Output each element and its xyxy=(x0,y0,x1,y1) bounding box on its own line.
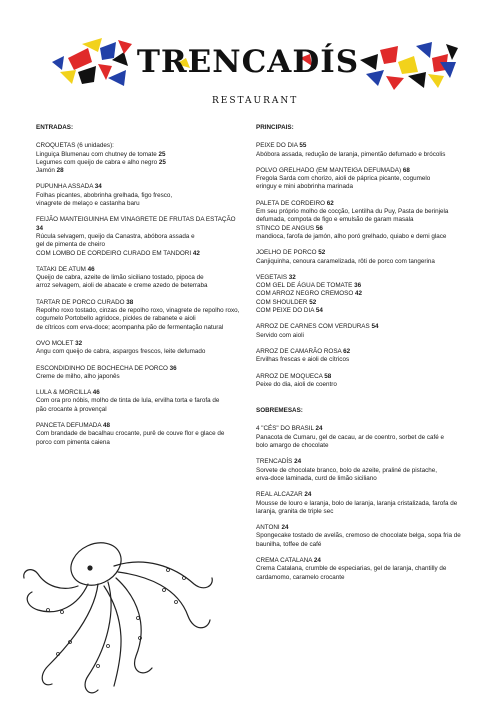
restaurant-logo: TRENCADÍS xyxy=(136,44,360,80)
section-title: SOBREMESAS: xyxy=(256,407,303,415)
menu-line-text: erva-doce laminada, curd de limão siciliano xyxy=(256,474,377,482)
menu-price: 24 xyxy=(281,524,289,532)
menu-line-text: mandioca, farofa de jamón, alho poró grelhado, quiabo e demi glace xyxy=(256,232,447,240)
menu-line xyxy=(36,250,241,258)
menu-line xyxy=(36,406,241,414)
menu-item xyxy=(256,425,468,450)
menu-line xyxy=(256,167,468,175)
menu-item xyxy=(256,491,468,516)
menu-line xyxy=(256,323,468,331)
menu-line xyxy=(256,332,468,340)
menu-line-text: JOELHO DE PORCO xyxy=(256,249,317,257)
menu-line xyxy=(256,434,468,442)
menu-item xyxy=(256,323,468,340)
menu-line xyxy=(256,348,468,356)
principais-column xyxy=(256,124,468,590)
menu-line-text: LULA & MORCILLA xyxy=(36,389,91,397)
menu-item xyxy=(36,142,241,175)
menu-line-text: PANCETA DEFUMADA xyxy=(36,422,102,430)
menu-price: 24 xyxy=(313,556,321,564)
menu-line xyxy=(256,381,468,389)
menu-line xyxy=(256,249,468,257)
menu-line-text: Ervilhas frescas e aioli de cítricos xyxy=(256,356,350,364)
menu-price: 38 xyxy=(126,298,134,306)
menu-line xyxy=(256,183,468,191)
menu-item xyxy=(36,183,241,208)
menu-line xyxy=(256,151,468,159)
menu-line-text: eringuy e mini abobrinha marinada xyxy=(256,183,353,191)
entradas-column xyxy=(36,124,241,455)
menu-line xyxy=(36,241,241,249)
menu-line xyxy=(256,258,468,266)
menu-line xyxy=(256,500,468,508)
menu-price: 25 xyxy=(158,158,166,166)
menu-line-text: defumada, compota de figo e emulsão de garam masala xyxy=(256,216,414,224)
section-title: ENTRADAS: xyxy=(36,124,74,131)
menu-line-text: Crema Catalana, crumble de especiarias, gel de laranja, chantilly de xyxy=(256,565,447,573)
menu-price: 68 xyxy=(402,166,410,174)
restaurant-subtitle: RESTAURANT xyxy=(212,96,299,106)
menu-line xyxy=(256,574,468,582)
menu-line-text: Linguiça Blumenau com chutney de tomate xyxy=(36,150,157,158)
menu-line xyxy=(256,442,468,450)
menu-price: 62 xyxy=(326,199,334,207)
menu-line xyxy=(256,142,468,150)
menu-line-text: Panacota de Cumaru, gel de cacau, ar de coentro, sorbet de café e xyxy=(256,433,444,441)
menu-line-text: 4 "CÉS" DO BRASIL xyxy=(256,425,314,433)
menu-line-text: ARROZ DE CAMARÃO ROSA xyxy=(256,347,342,355)
menu-line xyxy=(256,282,468,290)
menu-price: 36 xyxy=(169,364,177,372)
menu-line xyxy=(36,233,241,241)
menu-price: 24 xyxy=(294,458,302,466)
menu-line xyxy=(256,425,468,433)
menu-line-text: gel de pimenta de cheiro xyxy=(36,241,105,249)
menu-line-text: CROQUETAS (6 unidades): xyxy=(36,142,114,150)
menu-line xyxy=(36,151,241,159)
menu-line xyxy=(36,183,241,191)
menu-line xyxy=(36,200,241,208)
menu-price: 34 xyxy=(36,224,44,232)
menu-line-text: Com ora pro nóbis, molho de tinta de lula, ervilha torta e farofa de xyxy=(36,397,220,405)
menu-line-text: COM ARROZ NEGRO CREMOSO xyxy=(256,290,354,298)
menu-price: 24 xyxy=(315,425,323,433)
menu-price: 48 xyxy=(102,422,110,430)
menu-line-text: Com brandade de bacalhau crocante, purê de couve flor e glace de xyxy=(36,430,225,438)
menu-item xyxy=(256,524,468,549)
menu-price: 42 xyxy=(355,290,363,298)
menu-line xyxy=(36,389,241,397)
menu-line-text: ESCONDIDINHO DE BOCHECHA DE PORCO xyxy=(36,364,168,372)
menu-item xyxy=(256,167,468,192)
menu-line xyxy=(256,373,468,381)
menu-line-text: Fregola Sarda com chorizo, aioli de páprica picante, cogumelo xyxy=(256,175,431,183)
menu-item xyxy=(36,389,241,414)
menu-price: 46 xyxy=(87,265,95,273)
menu-item xyxy=(256,458,468,483)
menu-line-text: COM SHOULDER xyxy=(256,298,308,306)
menu-line-text: Spongecake tostado de avelãs, cremoso de chocolate belga, sopa fria de xyxy=(256,532,461,540)
menu-line xyxy=(256,233,468,241)
header xyxy=(0,0,496,115)
menu-line xyxy=(256,565,468,573)
menu-line-text: Mousse de louro e laranja, bolo de laranja, laranja cristalizada, farofa de xyxy=(256,499,458,507)
menu-line-text: COM LOMBO DE CORDEIRO CURADO EM TANDORI xyxy=(36,249,192,257)
menu-price: 62 xyxy=(343,347,351,355)
menu-price: 28 xyxy=(56,167,64,175)
menu-price: 46 xyxy=(92,389,100,397)
menu-line-text: Queijo de cabra, azeite de limão siciliano tostado, pipoca de xyxy=(36,274,204,282)
menu-line-text: arroz selvagem, aioli de abacate e creme azedo de beterraba xyxy=(36,282,208,290)
menu-line xyxy=(256,299,468,307)
menu-line xyxy=(256,475,468,483)
menu-item xyxy=(36,422,241,447)
menu-line xyxy=(36,422,241,430)
menu-line-text: Abóbora assada, redução de laranja, pimentão defumado e brócolis xyxy=(256,150,446,158)
menu-line-text: Canjiquinha, cenoura caramelizada, rôti de porco com tangerina xyxy=(256,257,435,265)
menu-line-text: Sorvete de chocolate branco, bolo de azeite, praliné de pistache, xyxy=(256,466,437,474)
menu-line-text: cogumelo Portobello agridoce, pickles de rabanete e aioli xyxy=(36,315,196,323)
menu-line-text: STINCO DE ANGUS xyxy=(256,224,315,232)
menu-line-text: ARROZ DE MOQUECA xyxy=(256,372,323,380)
menu-line xyxy=(256,467,468,475)
menu-item xyxy=(256,142,468,159)
menu-line-text: Rúcula selvagem, queijo da Canastra, abóbora assada e xyxy=(36,232,195,240)
menu-price: 42 xyxy=(192,249,200,257)
menu-line xyxy=(256,225,468,233)
menu-line-text: baunilha, toffee de café xyxy=(256,540,322,548)
menu-line xyxy=(256,307,468,315)
menu-line xyxy=(256,274,468,282)
menu-line xyxy=(256,200,468,208)
menu-line xyxy=(256,175,468,183)
octopus-icon xyxy=(18,526,218,706)
menu-line-text: Creme de milho, alho japonês xyxy=(36,372,120,380)
menu-line-text: TRENCADÍS xyxy=(256,458,293,466)
menu-price: 52 xyxy=(318,249,326,257)
menu-line-text: Angu com queijo de cabra, aspargos frescos, leite defumado xyxy=(36,348,206,356)
menu-line-text: ANTONI xyxy=(256,524,280,532)
menu-item xyxy=(36,340,241,357)
menu-line xyxy=(256,290,468,298)
menu-item xyxy=(256,274,468,315)
sobremesas-list xyxy=(256,425,468,581)
menu-line-text: porco com pimenta caiena xyxy=(36,438,110,446)
menu-line-text: CREMA CATALANA xyxy=(256,556,313,564)
menu-line-text: ARROZ DE CARNES COM VERDURAS xyxy=(256,323,370,331)
menu-line-text: laranja, granita de triple sec xyxy=(256,507,334,515)
menu-line xyxy=(36,439,241,447)
menu-line-text: POLVO GRELHADO (EM MANTEIGA DEFUMADA) xyxy=(256,166,402,174)
menu-item xyxy=(36,299,241,332)
menu-price: 55 xyxy=(299,142,307,150)
menu-line xyxy=(36,274,241,282)
menu-item xyxy=(256,249,468,266)
menu-line xyxy=(256,524,468,532)
menu-line-text: vinagrete de melaço e castanha baru xyxy=(36,200,140,208)
menu-line xyxy=(36,216,241,233)
menu-line-text: COM GEL DE ÁGUA DE TOMATE xyxy=(256,282,353,290)
menu-line xyxy=(36,348,241,356)
menu-line-text: TARTAR DE PORCO CURADO xyxy=(36,298,125,306)
menu-line xyxy=(256,491,468,499)
menu-price: 32 xyxy=(75,339,83,347)
menu-line xyxy=(36,307,241,315)
menu-line xyxy=(36,430,241,438)
menu-line-text: VEGETAIS xyxy=(256,273,288,281)
menu-line-text: Jamón xyxy=(36,167,55,175)
menu-line-text: OVO MOLET xyxy=(36,339,74,347)
menu-item xyxy=(256,557,468,582)
menu-line xyxy=(36,397,241,405)
menu-line xyxy=(36,324,241,332)
menu-line xyxy=(256,541,468,549)
menu-line xyxy=(256,208,468,216)
section-title: PRINCIPAIS: xyxy=(256,124,294,131)
menu-line xyxy=(36,365,241,373)
menu-line-text: TATAKI DE ATUM xyxy=(36,265,86,273)
menu-line xyxy=(256,508,468,516)
menu-line xyxy=(36,373,241,381)
entradas-list xyxy=(36,142,241,447)
menu-line xyxy=(36,299,241,307)
menu-price: 24 xyxy=(304,491,312,499)
menu-item xyxy=(256,348,468,365)
menu-line xyxy=(256,532,468,540)
menu-line-text: Servido com aioli xyxy=(256,331,304,339)
menu-price: 54 xyxy=(371,323,379,331)
menu-line xyxy=(36,282,241,290)
menu-item xyxy=(256,373,468,390)
menu-item xyxy=(36,365,241,382)
menu-line-text: Legumes com queijo de cabra e alho negro xyxy=(36,158,158,166)
menu-line xyxy=(36,142,241,150)
menu-line xyxy=(256,557,468,565)
menu-line-text: Peixe do dia, aioli de coentro xyxy=(256,380,337,388)
menu-line-text: FEIJÃO MANTEIGUINHA EM VINAGRETE DE FRUTAS DA ESTAÇÃO xyxy=(36,216,236,224)
menu-item xyxy=(256,200,468,241)
menu-price: 56 xyxy=(315,224,323,232)
menu-line-text: PALETA DE CORDEIRO xyxy=(256,199,326,207)
menu-item xyxy=(36,266,241,291)
menu-line-text: Em seu próprio molho de cocção, Lentilha du Puy, Pasta de berinjela xyxy=(256,208,449,216)
menu-line-text: PEIXE DO DIA xyxy=(256,142,298,150)
menu-line-text: REAL ALCAZAR xyxy=(256,491,303,499)
menu-price: 58 xyxy=(324,372,332,380)
menu-line-text: Repolho roxo tostado, cinzas de repolho roxo, vinagrete de repolho roxo, xyxy=(36,307,240,315)
menu-line xyxy=(36,159,241,167)
menu-line xyxy=(36,315,241,323)
menu-line-text: PUPUNHA ASSADA xyxy=(36,183,94,191)
menu-line-text: cardamomo, caramelo crocante xyxy=(256,573,345,581)
menu-line xyxy=(36,266,241,274)
menu-line-text: de cítricos com erva-doce; acompanha pão de fermentação natural xyxy=(36,323,224,331)
menu-line xyxy=(36,167,241,175)
menu-item xyxy=(36,216,241,257)
menu-line-text: pão crocante à provençal xyxy=(36,405,107,413)
principais-list xyxy=(256,142,468,389)
menu-line-text: COM PEIXE DO DIA xyxy=(256,307,315,315)
menu-price: 36 xyxy=(354,282,362,290)
menu-line xyxy=(36,340,241,348)
menu-line xyxy=(256,216,468,224)
menu-line xyxy=(256,356,468,364)
menu-price: 25 xyxy=(158,150,166,158)
menu-price: 52 xyxy=(309,298,317,306)
menu-line xyxy=(36,192,241,200)
menu-price: 54 xyxy=(315,307,323,315)
menu-price: 32 xyxy=(288,273,296,281)
menu-line xyxy=(256,458,468,466)
menu-line-text: Folhas picantes, abobrinha grelhada, figo fresco, xyxy=(36,191,173,199)
menu-price: 34 xyxy=(94,183,102,191)
menu-line-text: bolo amargo de chocolate xyxy=(256,442,329,450)
